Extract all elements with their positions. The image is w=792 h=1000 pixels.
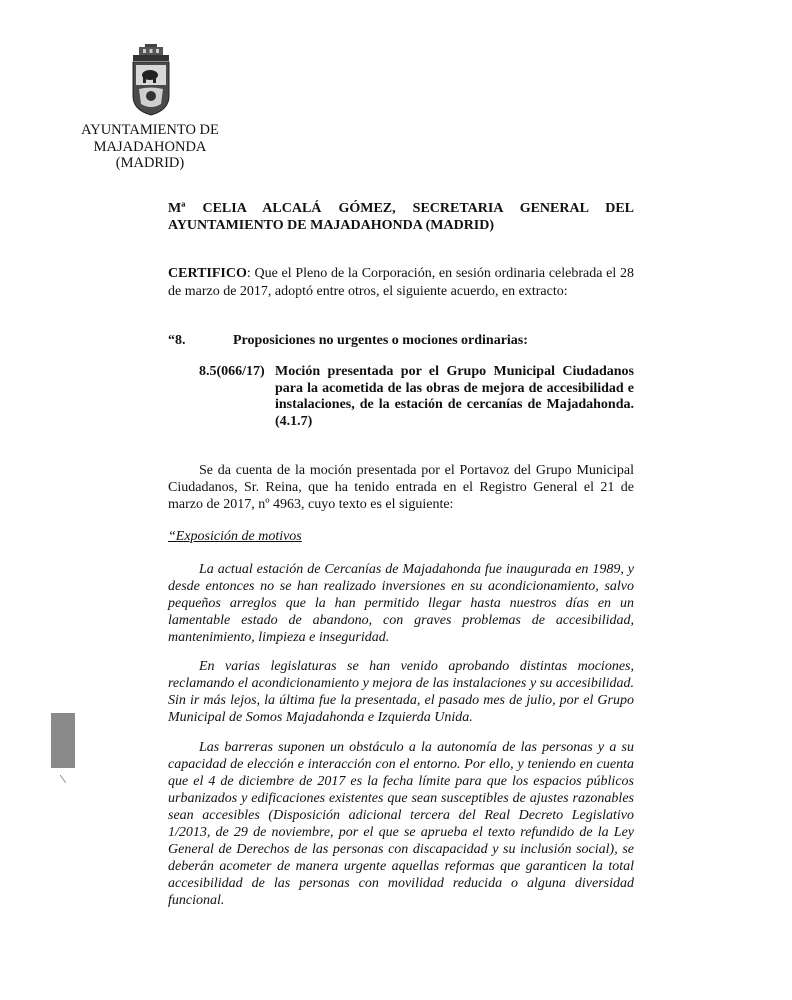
exposicion-heading: “Exposición de motivos xyxy=(168,529,302,544)
subitem-text: Moción presentada por el Grupo Municipal Ciudadanos para la acometida de las obras de mejora de accesibilidad e instalaciones, de la estación de cercanías de Majadahonda. (4.1.7) xyxy=(275,364,634,429)
org-line-2: MAJADAHONDA xyxy=(93,138,207,155)
document-title xyxy=(168,200,634,234)
motivos-paragraph-2: En varias legislaturas se han venido aprobando distintas mociones, reclamando el acondicionamiento y mejora de las instalaciones y su accesibilidad. Sin ir más lejos, la última fue la presentada, el pasado mes de julio, por el Grupo Municipal de Somos Majadahonda e Izquierda Unida. xyxy=(168,659,634,725)
title-line-1: Mª CELIA ALCALÁ GÓMEZ, SECRETARIA GENERAL DEL xyxy=(168,201,634,216)
scan-margin-mark xyxy=(51,713,75,768)
motivos-paragraph-1: La actual estación de Cercanías de Majadahonda fue inaugurada en 1989, y desde entonces no se han realizado inversiones en su acondicionamiento, salvo pequeños arreglos que la han permitido llegar hasta nuestros días en un lamentable estado de abandono, con graves problemas de accesibilidad, mantenimiento, limpieza e inseguridad. xyxy=(168,562,634,645)
org-line-1: AYUNTAMIENTO DE xyxy=(81,122,219,138)
scan-speck-icon xyxy=(60,775,66,783)
organization-header xyxy=(60,122,240,172)
certifico-label: CERTIFICO xyxy=(168,266,247,281)
item-number: “8. xyxy=(168,333,186,348)
certifico-text: : Que el Pleno de la Corporación, en sesión ordinaria celebrada el 28 de marzo de 2017, adoptó entre otros, el siguiente acuerdo, en extracto: xyxy=(168,266,634,299)
coat-of-arms-logo xyxy=(131,44,171,116)
title-line-2: AYUNTAMIENTO DE MAJADAHONDA (MADRID) xyxy=(168,218,495,233)
certification-paragraph xyxy=(168,265,634,301)
subitem-number: 8.5(066/17) xyxy=(199,364,265,379)
intro-paragraph: Se da cuenta de la moción presentada por el Portavoz del Grupo Municipal Ciudadanos, Sr. Reina, que ha tenido entrada en el Registro General el 21 de marzo de 2017, nº 4963, cuyo texto es el siguiente: xyxy=(168,463,634,512)
motivos-paragraph-3: Las barreras suponen un obstáculo a la autonomía de las personas y a su capacidad de elección e interacción con el entorno. Por ello, y teniendo en cuenta que el 4 de diciembre de 2017 es la fecha límite para que los espacios públicos urbanizados y edificaciones existentes que sean susceptibles de ajustes razonables sean accesibles (Disposición adicional tercera del Real Decreto Legislativo 1/2013, de 29 de noviembre, por el que se aprueba el texto refundido de la Ley General de Derechos de las personas con discapacidad y su inclusión social), se deberán acometer de manera urgente aquellas reformas que garanticen la total accesibilidad de las personas con movilidad reducida o alguna diversidad funcional. xyxy=(168,740,634,908)
item-heading: Proposiciones no urgentes o mociones ordinarias: xyxy=(233,333,528,348)
org-line-3: (MADRID) xyxy=(115,155,185,171)
